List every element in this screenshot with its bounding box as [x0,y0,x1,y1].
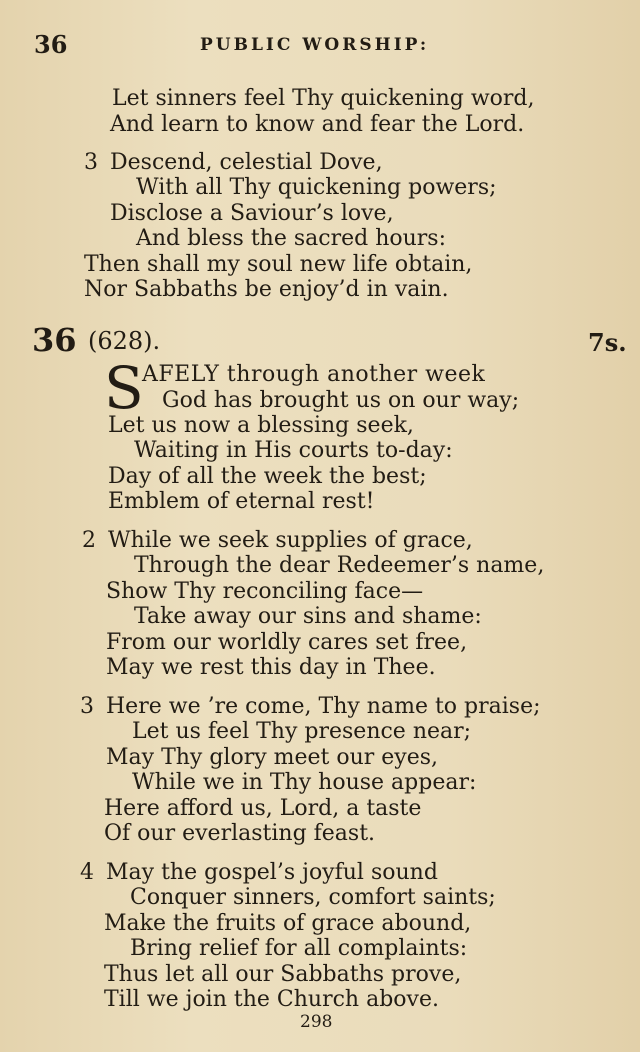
verse-line: With all Thy quickening powers; [136,175,497,200]
verse-line: Disclose a Saviour’s love, [110,201,394,226]
verse-line: From our worldly cares set free, [106,630,468,655]
verse-line: And bless the sacred hours: [136,226,447,251]
verse-line: Show Thy reconciling face— [106,579,424,604]
verse-line: Till we join the Church above. [104,987,439,1012]
hymn-reference: (628). [88,327,161,355]
verse-line: God has brought us on our way; [162,388,520,413]
verse-line: Waiting in His courts to-day: [134,438,453,463]
verse-number: 4 [80,860,94,885]
verse-line: Through the dear Redeemer’s name, [134,553,545,578]
verse-line: Here afford us, Lord, a taste [104,796,422,821]
verse-line: AFELY through another week [142,362,486,387]
verse-line: Of our everlasting feast. [104,821,376,846]
verse-number: 3 [80,694,94,719]
verse-line: Nor Sabbaths be enjoy’d in vain. [84,277,449,302]
verse-line: Take away our sins and shame: [134,604,482,629]
verse-line: Make the fruits of grace abound, [104,911,472,936]
verse-line: May we rest this day in Thee. [106,655,436,680]
footer-number: 298 [300,1012,333,1032]
running-title: PUBLIC WORSHIP: [200,35,430,55]
verse-line: Conquer sinners, comfort saints; [130,885,496,910]
verse-line: Bring relief for all complaints: [130,936,468,961]
verse-line: Here we ’re come, Thy name to praise; [106,694,541,719]
verse-line: Descend, celestial Dove, [110,150,383,175]
verse-line: Then shall my soul new life obtain, [84,252,473,277]
verse-line: Let us now a blessing seek, [108,413,414,438]
verse-line: While we in Thy house appear: [132,770,477,795]
hymn-number: 36 [32,321,77,359]
verse-line: Let sinners feel Thy quickening word, [112,86,535,111]
verse-line: While we seek supplies of grace, [108,528,473,553]
verse-line: Let us feel Thy presence near; [132,719,472,744]
hymn-meter: 7s. [588,328,627,357]
verse-number: 3 [84,150,98,175]
verse-line: Emblem of eternal rest! [108,489,375,514]
verse-line: Thus let all our Sabbaths prove, [104,962,462,987]
verse-line: May Thy glory meet our eyes, [106,745,439,770]
verse-line: May the gospel’s joyful sound [106,860,438,885]
page-number: 36 [34,30,68,59]
verse-line: And learn to know and fear the Lord. [110,112,525,137]
verse-number: 2 [82,528,96,553]
drop-cap: S [104,354,144,422]
verse-line: Day of all the week the best; [108,464,427,489]
